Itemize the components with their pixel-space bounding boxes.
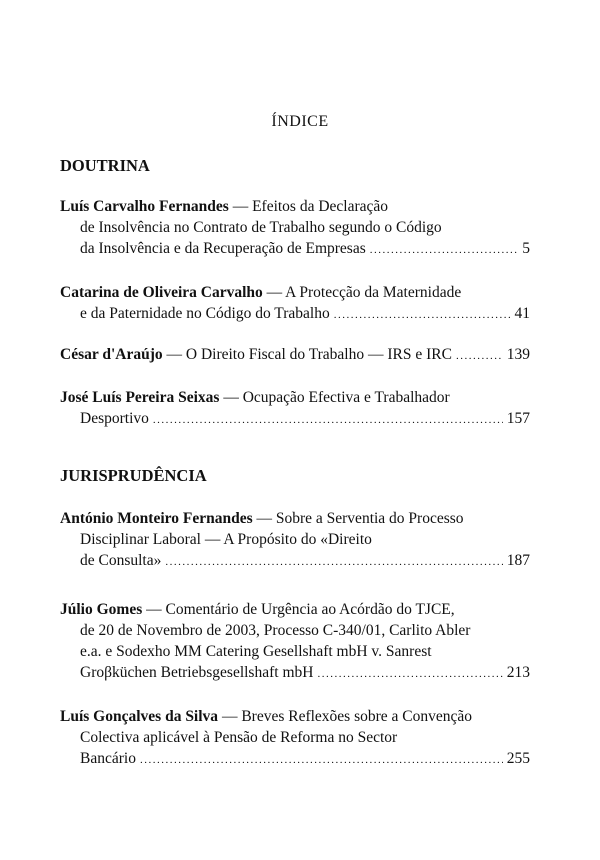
entry-title: — Sobre a Serventia do Processo [256,510,464,527]
dot-leader [456,346,503,367]
entry-leader-line: da Insolvência e da Recuperação de Empresas ..... 5 [60,238,530,261]
entry-leader-line: Desportivo ..... 157 [60,408,530,431]
page-number: 41 [514,305,530,322]
entry-author: Luís Carvalho Fernandes [60,198,229,215]
entry-author: Júlio Gomes [60,601,143,618]
entry-title: — O Direito Fiscal do Trabalho — IRS e IRC [166,346,452,363]
entry-author: César d'Araújo [60,346,163,363]
entry-leader-line: de Consulta» ..... 187 [60,550,530,573]
toc-entry[interactable] [60,344,530,367]
page-number: 187 [506,552,530,569]
toc-entry[interactable] [60,599,530,685]
entry-title-line: Disciplinar Laboral — A Propósito do «Direito [80,531,372,548]
toc-entry[interactable] [60,508,530,573]
page-number: 5 [522,240,530,257]
section-title-jurisprudencia: JURISPRUDÊNCIA [60,466,207,485]
entry-title: — A Protecção da Maternidade [266,284,462,301]
toc-entry[interactable] [60,387,530,431]
entry-title-line: Colectiva aplicável à Pensão de Reforma no Sector [80,729,398,746]
page-title: ÍNDICE [271,113,329,130]
entry-leader-line: Bancário ..... 255 [60,748,530,771]
dot-leader [140,750,503,771]
entry-leader-line: e da Paternidade no Código do Trabalho ..... 41 [60,303,530,326]
page-number: 255 [506,750,530,767]
dot-leader [334,305,511,326]
entry-title-line: de 20 de Novembro de 2003, Processo C-340/01, Carlito Abler [80,622,471,639]
dot-leader [370,240,518,261]
page-number: 213 [506,664,530,681]
entry-author: José Luís Pereira Seixas [60,389,220,406]
entry-title: — Efeitos da Declaração [232,198,389,215]
toc-entry[interactable] [60,196,530,261]
entry-title: — Ocupação Efectiva e Trabalhador [223,389,450,406]
page-number: 139 [506,346,530,363]
entry-author: Luís Gonçalves da Silva [60,708,219,725]
toc-entry[interactable] [60,282,530,326]
entry-author: Catarina de Oliveira Carvalho [60,284,263,301]
entry-title: — Comentário de Urgência ao Acórdão do TJCE, [146,601,455,618]
entry-title-line: e.a. e Sodexho MM Catering Gesellshaft mbH v. Sanrest [80,643,432,660]
dot-leader [153,410,503,431]
dot-leader [317,664,502,685]
toc-entry[interactable] [60,706,530,771]
entry-leader-line: Groβküchen Betriebsgesellshaft mbH ..... 213 [60,662,530,685]
entry-author: António Monteiro Fernandes [60,510,253,527]
section-title-doutrina: DOUTRINA [60,156,150,175]
entry-title-line: de Insolvência no Contrato de Trabalho segundo o Código [80,219,442,236]
dot-leader [165,552,502,573]
entry-title: — Breves Reflexões sobre a Convenção [221,708,473,725]
page-number: 157 [506,410,530,427]
